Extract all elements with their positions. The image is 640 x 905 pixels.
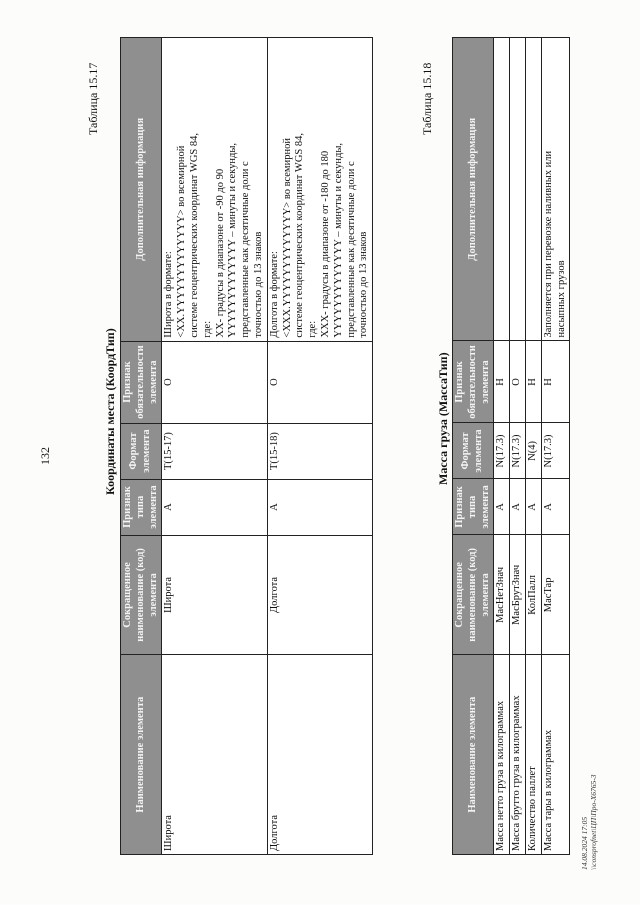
- cell-format: T(15-17): [162, 423, 267, 479]
- table-row: [162, 38, 267, 855]
- info-line: системе геоцентрических координат WGS 84,: [188, 133, 200, 338]
- column-header: Дополнительная информация: [453, 38, 494, 341]
- info-line: YYYYYYYYYYYYY – минуты и секунды,: [227, 142, 239, 338]
- info-line: [527, 41, 539, 337]
- cell-info: [162, 38, 267, 342]
- cell-type: А: [494, 479, 510, 535]
- table-row: [541, 38, 570, 855]
- cell-format: N(4): [525, 423, 541, 479]
- info-line: Заполняется при перевозке наливных или: [542, 150, 554, 338]
- cell-format: N(17.3): [494, 423, 510, 479]
- column-header: Признак типа элемента: [121, 479, 162, 535]
- info-line: [495, 41, 507, 337]
- cell-info: [525, 38, 541, 341]
- column-header: Сокращенное наименование (код) элемента: [121, 535, 162, 655]
- table-15-17-label: Таблица 15.17: [86, 62, 100, 135]
- cell-name: Масса брутто груза в килограммах: [510, 655, 526, 855]
- cell-code: МасБрутЗнач: [510, 535, 526, 655]
- cell-info: [510, 38, 526, 341]
- table-row: [267, 38, 372, 855]
- cell-req: О: [267, 341, 372, 423]
- cell-name: Широта: [162, 655, 267, 855]
- info-line: точностью до 13 знаков: [358, 231, 370, 338]
- info-line: YYYYYYYYYYYYY – минуты и секунды,: [332, 142, 344, 338]
- info-line: где:: [307, 320, 319, 338]
- cell-type: А: [267, 479, 372, 535]
- table-row: [510, 38, 526, 855]
- table-header-row: [121, 38, 162, 855]
- info-line: XXX- градусы в диапазоне от -180 до 180: [319, 150, 331, 338]
- cell-name: Масса нетто груза в килограммах: [494, 655, 510, 855]
- table-15-18: [452, 37, 570, 855]
- cell-name: Количество паллет: [525, 655, 541, 855]
- cell-format: N(17.3): [510, 423, 526, 479]
- column-header: Признак обязательности элемента: [121, 341, 162, 423]
- cell-req: Н: [525, 341, 541, 423]
- cell-name: Долгота: [267, 655, 372, 855]
- cell-req: О: [162, 341, 267, 423]
- column-header: Дополнительная информация: [121, 38, 162, 342]
- cell-info: [541, 38, 570, 341]
- table-15-17: [120, 37, 373, 855]
- cell-req: Н: [541, 341, 570, 423]
- cell-type: А: [510, 479, 526, 535]
- cell-code: КолПалл: [525, 535, 541, 655]
- column-header: Признак обязательности элемента: [453, 341, 494, 423]
- info-line: <XXX.YYYYYYYYYYYYY> во всемирной: [281, 138, 293, 338]
- cell-code: МасНетЗнач: [494, 535, 510, 655]
- info-line: XX- градусы в диапазоне от -90 до 90: [214, 168, 226, 338]
- footer-stamp: [580, 774, 598, 870]
- info-line: представленные как десятичные доли с: [240, 161, 252, 338]
- column-header: Наименование элемента: [453, 655, 494, 855]
- cell-req: О: [510, 341, 526, 423]
- footer-timestamp: 14.08.2024 17:05: [580, 816, 589, 870]
- column-header: Наименование элемента: [121, 655, 162, 855]
- cell-type: А: [541, 479, 570, 535]
- column-header: Формат элемента: [453, 423, 494, 479]
- info-line: системе геоцентрических координат WGS 84,: [294, 133, 306, 338]
- cell-info: [494, 38, 510, 341]
- column-header: Сокращенное наименование (код) элемента: [453, 535, 494, 655]
- info-line: точностью до 13 знаков: [252, 231, 264, 338]
- page-number: 132: [38, 447, 52, 465]
- cell-info: [267, 38, 372, 342]
- cell-type: А: [162, 479, 267, 535]
- cell-format: N(17.3): [541, 423, 570, 479]
- table-row: [494, 38, 510, 855]
- info-line: насыпных грузов: [555, 260, 567, 338]
- table-row: [525, 38, 541, 855]
- cell-code: Долгота: [267, 535, 372, 655]
- cell-code: Широта: [162, 535, 267, 655]
- info-line: [511, 41, 523, 337]
- table-15-17-title: Координаты места (КоордТип): [103, 328, 117, 495]
- cell-code: МасТар: [541, 535, 570, 655]
- table-15-18-title: Масса груза (МассаТип): [436, 352, 450, 485]
- column-header: Признак типа элемента: [453, 479, 494, 535]
- table-15-18-label: Таблица 15.18: [420, 62, 434, 135]
- info-line: Широта в формате:: [163, 251, 175, 338]
- footer-path: \\consprofnet\ЦП\Про-X6765-3: [589, 774, 598, 870]
- table-header-row: [453, 38, 494, 855]
- info-line: Долгота в формате:: [268, 251, 280, 338]
- info-line: <XX.YYYYYYYYYYYYY> во всемирной: [176, 145, 188, 338]
- cell-name: Масса тары в килограммах: [541, 655, 570, 855]
- info-line: представленные как десятичные доли с: [345, 161, 357, 338]
- cell-req: Н: [494, 341, 510, 423]
- column-header: Формат элемента: [121, 423, 162, 479]
- info-line: где:: [201, 320, 213, 338]
- cell-format: T(15-18): [267, 423, 372, 479]
- cell-type: А: [525, 479, 541, 535]
